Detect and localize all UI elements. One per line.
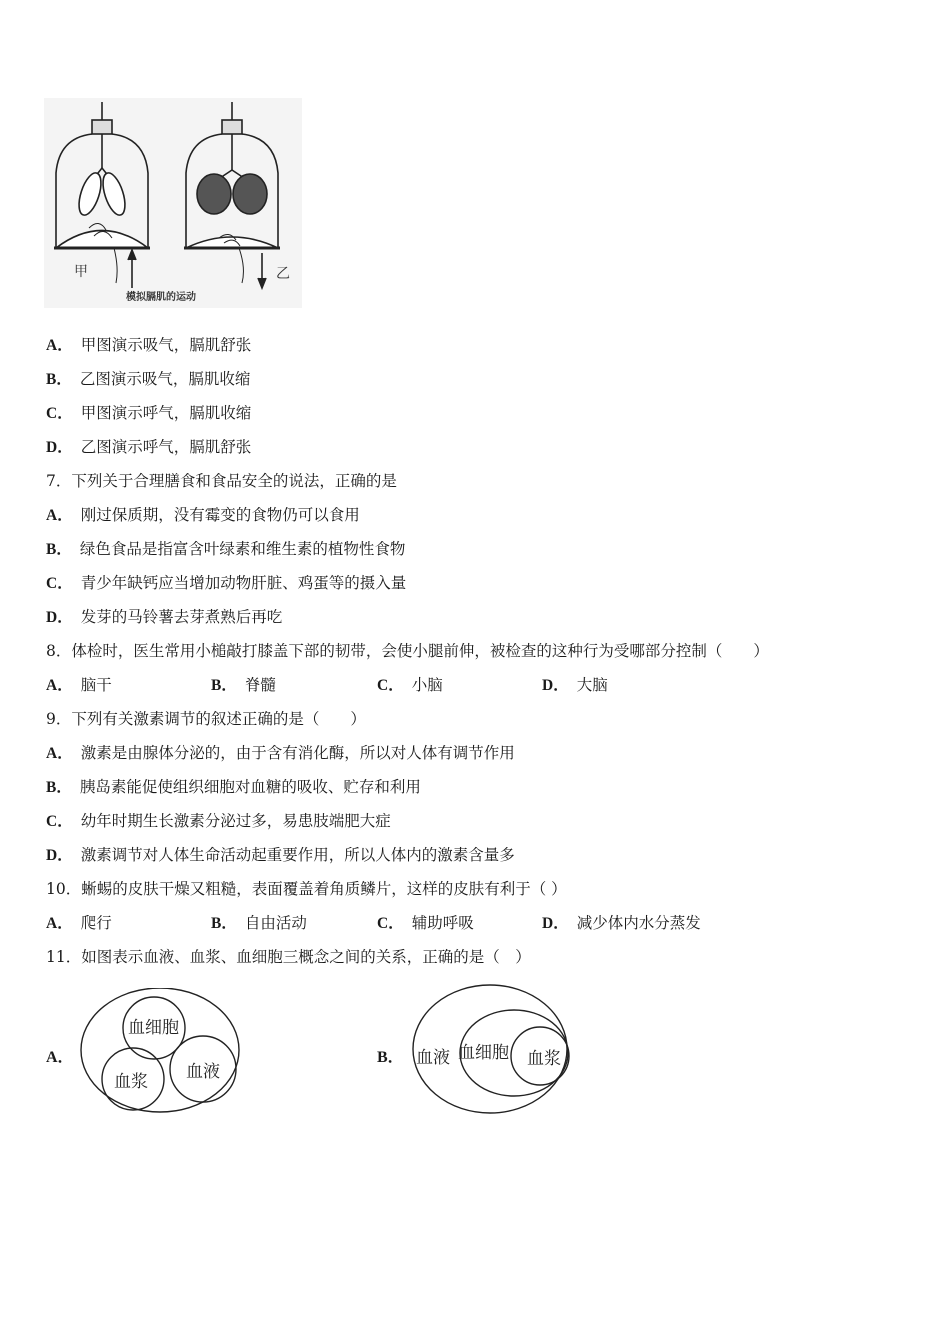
bell-jar-illustration (44, 98, 302, 308)
q10-option-c: C． 辅助呼吸 (377, 914, 474, 932)
q10-stem: 10．蜥蜴的皮肤干燥又粗糙，表面覆盖着角质鳞片，这样的皮肤有利于（ ） (46, 880, 567, 898)
q6-option-b: B． 乙图演示吸气，膈肌收缩 (46, 370, 251, 388)
diaphragm-model-figure (44, 98, 302, 308)
q10-option-d: D． 减少体内水分蒸发 (542, 914, 701, 932)
q7-option-b: B． 绿色食品是指富含叶绿素和维生素的植物性食物 (46, 540, 406, 558)
q9-stem: 9．下列有关激素调节的叙述正确的是（ ） (46, 710, 366, 728)
venn-diagram-a (78, 988, 244, 1116)
q8-stem: 8．体检时，医生常用小槌敲打膝盖下部的韧带，会使小腿前伸，被检查的这种行为受哪部分控制（ ） (46, 642, 769, 660)
venn-a-text-1: 血细胞 (128, 1018, 179, 1038)
q6-option-c: C． 甲图演示呼气，膈肌收缩 (46, 404, 252, 422)
q7-stem: 7．下列关于合理膳食和食品安全的说法，正确的是 (46, 472, 397, 490)
venn-diagram-b (410, 982, 572, 1116)
right-jar-label: 乙 (276, 266, 290, 282)
q11-venn-a (78, 988, 244, 1116)
left-jar-label: 甲 (74, 264, 88, 280)
venn-a-text-3: 血液 (186, 1062, 220, 1082)
q6-option-d: D． 乙图演示呼气，膈肌舒张 (46, 438, 252, 456)
q11-option-a-label: A． (46, 1049, 74, 1066)
q11-option-b-label: B． (377, 1049, 404, 1066)
q10-option-a: A． 爬行 (46, 914, 112, 932)
venn-b-text-outer: 血液 (416, 1048, 450, 1068)
q9-option-d: D． 激素调节对人体生命活动起重要作用，所以人体内的激素含量多 (46, 846, 515, 864)
venn-a-text-2: 血浆 (114, 1072, 148, 1092)
q11-venn-b (410, 982, 572, 1116)
q9-option-c: C． 幼年时期生长激素分泌过多，易患肢端肥大症 (46, 812, 391, 830)
q8-option-c: C． 小脑 (377, 676, 443, 694)
figure-caption: 模拟膈肌的运动 (126, 292, 196, 303)
q10-option-b: B． 自由活动 (211, 914, 307, 932)
q8-option-a: A． 脑干 (46, 676, 112, 694)
q8-option-d: D． 大脑 (542, 676, 608, 694)
q7-option-a: A． 刚过保质期，没有霉变的食物仍可以食用 (46, 506, 360, 524)
q9-option-a: A． 激素是由腺体分泌的，由于含有消化酶，所以对人体有调节作用 (46, 744, 515, 762)
q6-option-a: A． 甲图演示吸气，膈肌舒张 (46, 336, 252, 354)
q11-stem: 11．如图表示血液、血浆、血细胞三概念之间的关系，正确的是（ ） (46, 948, 531, 966)
venn-b-text-inner: 血浆 (527, 1049, 561, 1069)
q7-option-d: D． 发芽的马铃薯去芽煮熟后再吃 (46, 608, 283, 626)
venn-b-text-middle: 血细胞 (458, 1043, 509, 1063)
q7-option-c: C． 青少年缺钙应当增加动物肝脏、鸡蛋等的摄入量 (46, 574, 407, 592)
q9-option-b: B． 胰岛素能促使组织细胞对血糖的吸收、贮存和利用 (46, 778, 421, 796)
q8-option-b: B． 脊髓 (211, 676, 276, 694)
